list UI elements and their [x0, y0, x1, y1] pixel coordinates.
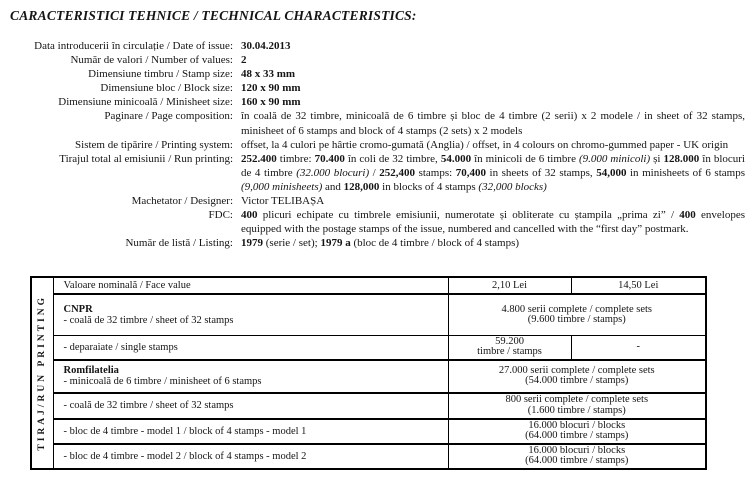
- side-label-tiraj-run-printing: TIRAJ/RUN PRINTING: [37, 295, 48, 451]
- romfilatelia-minisheet-value-cell: [448, 360, 706, 393]
- block-model1-label-cell: - bloc de 4 timbre - model 1 / block of 4 stamps - model 1: [53, 419, 448, 444]
- spec-value: 2: [241, 54, 247, 67]
- value-line-1: 800 serii complete / complete sets: [505, 394, 649, 406]
- value-line-2: (64.000 timbre / stamps): [525, 455, 629, 467]
- spec-label: Sistem de tipărire / Printing system:: [75, 138, 233, 151]
- document-page: [0, 8, 750, 480]
- spec-row-block-size: [0, 81, 745, 95]
- single-stamps-col2-cell: -: [571, 335, 706, 360]
- value-line-1: 59.200: [495, 335, 524, 347]
- spec-row-fdc: [0, 208, 745, 236]
- spec-label: Dimensiune bloc / Block size:: [100, 82, 233, 95]
- spec-label: Machetator / Designer:: [131, 195, 233, 208]
- group-name-romfilatelia: Romfilatelia: [63, 364, 119, 376]
- spec-row-designer: [0, 194, 745, 208]
- spec-label: Dimensiune minicoală / Minisheet size:: [58, 96, 233, 109]
- table-row-romfilatelia-minisheet: [31, 360, 706, 393]
- sheet32-label-cell: - coală de 32 timbre / sheet of 32 stamps: [53, 393, 448, 419]
- spec-value: 48 x 33 mm: [241, 68, 296, 81]
- block-model1-value-cell: [448, 419, 706, 444]
- spec-value: 1979 (serie / set); 1979 a (bloc de 4 timbre / block of 4 stamps): [241, 237, 520, 250]
- value-line-1: 16.000 blocuri / blocks: [528, 444, 626, 456]
- spec-label: Paginare / Page composition:: [104, 110, 233, 123]
- table-row-face-value: [31, 277, 706, 294]
- value-line-2: (54.000 timbre / stamps): [525, 375, 629, 387]
- table-side-cell: [31, 277, 53, 469]
- print-run-table: [30, 276, 707, 470]
- spec-value: offset, la 4 culori pe hârtie cromo-gumată (Anglia) / offset, in 4 colours on chromo-gummed paper - UK origin: [241, 138, 729, 151]
- block-model2-label-cell: - bloc de 4 timbre - model 2 / block of 4 stamps - model 2: [53, 444, 448, 469]
- row-label: - coală de 32 timbre / sheet of 32 stamps: [63, 314, 234, 326]
- value-line-2: (64.000 timbre / stamps): [525, 430, 629, 442]
- table-row-romfilatelia-sheet: [31, 393, 706, 419]
- spec-row-printing-system: [0, 138, 745, 152]
- spec-value: 30.04.2013: [241, 40, 291, 52]
- value-line-2: timbre / stamps: [477, 346, 542, 358]
- spec-label: Dimensiune timbru / Stamp size:: [88, 68, 233, 81]
- spec-label: Număr de listă / Listing:: [125, 237, 233, 250]
- spec-row-minisheet-size: [0, 95, 745, 109]
- spec-value: Victor TELIBAȘA: [241, 195, 325, 208]
- spec-label: Data introducerii în circulație / Date of issue:: [34, 40, 233, 52]
- spec-value: 160 x 90 mm: [241, 96, 301, 109]
- single-stamps-col1-cell: [448, 335, 571, 360]
- spec-row-date-of-issue: [0, 39, 745, 53]
- value-line-1: 4.800 serii complete / complete sets: [501, 303, 652, 315]
- table-row-block-model-1: [31, 419, 706, 444]
- spec-value: 120 x 90 mm: [241, 82, 301, 95]
- spec-label: Tirajul total al emisiunii / Run printing:: [59, 152, 233, 165]
- spec-label: Număr de valori / Number of values:: [70, 54, 233, 67]
- cnpr-sheet-value-cell: [448, 294, 706, 335]
- group-name-cnpr: CNPR: [63, 303, 93, 315]
- spec-value: 252.400 timbre: 70.400 în coli de 32 timbre, 54.000 în minicoli de 6 timbre (9.000 minicoli) și 128.000 în blocuri de 4 timbre (32.000 blocuri) / 252,400 stamps: 70,400 in sheets of 32 stamps, 54,000 in minisheets of 6 stamps (9,000 minisheets) and 128,000 in blocks of 4 stamps (32,000 blocks): [241, 152, 745, 193]
- face-value-header: Valoare nominală / Face value: [53, 277, 448, 294]
- table-row-cnpr-sheet: [31, 294, 706, 335]
- spec-row-number-of-values: [0, 53, 745, 67]
- spec-label: FDC:: [208, 209, 233, 222]
- spec-value: 400 plicuri echipate cu timbrele emisiunii, numerotate și obliterate cu ștampila „prima zi” / 400 envelopes equipped with the postage stamps of the issue, numbered and cancelled with the “first day” postmark.: [241, 209, 745, 236]
- face-value-col1: 2,10 Lei: [448, 277, 571, 294]
- value-line-1: 16.000 blocuri / blocks: [528, 419, 626, 431]
- value-line-1: 27.000 serii complete / complete sets: [498, 364, 655, 376]
- single-stamps-label-cell: - deparaiate / single stamps: [53, 335, 448, 360]
- spec-value: în coală de 32 timbre, minicoală de 6 timbre și bloc de 4 timbre (2 serii) x 2 modele / in sheet of 32 stamps, minisheet of 6 stamps and block of 4 stamps (2 sets) x 2 models: [241, 110, 745, 137]
- row-label: - minicoală de 6 timbre / minisheet of 6 stamps: [63, 375, 262, 387]
- value-line-2: (1.600 timbre / stamps): [527, 404, 626, 416]
- page-title: CARACTERISTICI TEHNICE / TECHNICAL CHARACTERISTICS:: [10, 8, 417, 23]
- sheet32-value-cell: [448, 393, 706, 419]
- block-model2-value-cell: [448, 444, 706, 469]
- spec-row-stamp-size: [0, 67, 745, 81]
- technical-specs-list: [0, 39, 745, 250]
- spec-row-page-composition: [0, 109, 745, 137]
- romfilatelia-label-cell: [53, 360, 448, 393]
- table-row-block-model-2: [31, 444, 706, 469]
- face-value-col2: 14,50 Lei: [571, 277, 706, 294]
- spec-row-run-printing: [0, 152, 745, 194]
- spec-row-listing: [0, 236, 745, 250]
- cnpr-label-cell: [53, 294, 448, 335]
- table-row-single-stamps: [31, 335, 706, 360]
- value-line-2: (9.600 timbre / stamps): [527, 314, 626, 326]
